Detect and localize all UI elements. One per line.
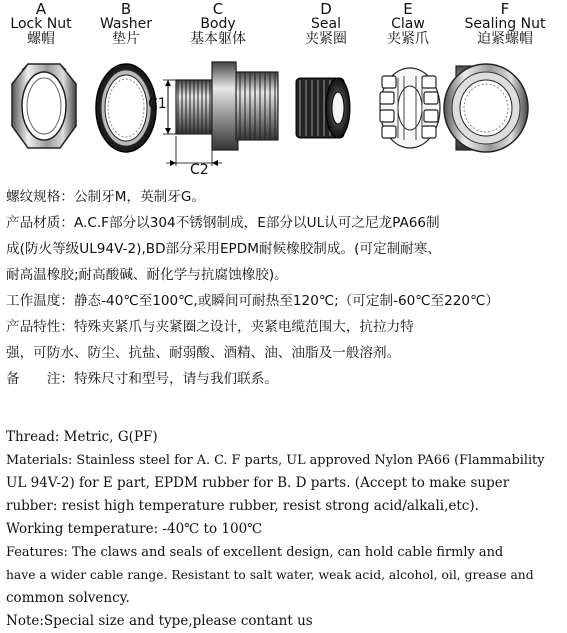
cn-feature-1: 产品特性：特殊夹紧爪与夹紧圈之设计，夹紧电缆范围大，抗拉力特 — [6, 319, 414, 335]
part-name-en: Lock Nut — [10, 16, 72, 32]
part-letter: E — [403, 0, 413, 18]
en-working-temperature: Working temperature: -40℃ to 100℃ — [6, 521, 263, 537]
part-name-en: Sealing Nut — [464, 16, 546, 32]
english-specs — [6, 426, 562, 633]
part-name-en: Body — [200, 16, 236, 32]
cn-thread: 螺纹规格：公制牙M，英制牙G。 — [6, 189, 205, 205]
cn-note: 备 注：特殊尺寸和型号，请与我们联系。 — [6, 371, 278, 387]
lock-nut-part — [12, 64, 76, 148]
part-name-en: Claw — [391, 16, 425, 32]
dimension-c1: C1 — [148, 96, 167, 112]
part-name-zh: 垫片 — [112, 31, 140, 47]
cn-material-1: 产品材质：A.C.F部分以304不锈钢制成，E部分以UL认可之尼龙PA66制 — [6, 215, 440, 231]
washer-part — [96, 64, 156, 152]
body-part — [163, 62, 278, 166]
label-lock-nut — [8, 2, 74, 47]
part-name-zh: 基本躯体 — [190, 31, 246, 47]
dimension-c2: C2 — [190, 162, 209, 178]
seal-part — [296, 78, 350, 138]
label-sealing-nut — [446, 2, 564, 47]
part-name-zh: 夹紧爪 — [387, 31, 429, 47]
cn-material-2: 成(防火等级UL94V-2),BD部分采用EPDM耐候橡胶制成。(可定制耐寒、 — [6, 241, 441, 257]
part-name-zh: 螺帽 — [27, 31, 55, 47]
sealing-nut-part — [444, 64, 528, 152]
label-washer — [93, 2, 159, 47]
cn-feature-2: 强，可防水、防尘、抗盐、耐弱酸、酒精、油、油脂及一般溶剂。 — [6, 345, 401, 361]
part-name-zh: 迫紧螺帽 — [477, 31, 533, 47]
en-materials-3: rubber: resist high temperature rubber, resist strong acid/alkali,etc). — [6, 498, 479, 514]
cn-temperature: 工作温度：静态-40℃至100℃,或瞬间可耐热至120℃;（可定制-60℃至220℃） — [6, 293, 499, 309]
en-materials-1: Materials: Stainless steel for A. C. F parts, UL approved Nylon PA66 (Flammability — [6, 453, 545, 468]
claw-part — [380, 68, 440, 148]
en-features-1: Features: The claws and seals of excellent design, can hold cable firmly and — [6, 545, 504, 560]
en-features-3: common solvency. — [6, 590, 130, 606]
cn-material-3: 耐高温橡胶;耐高酸碱、耐化学与抗腐蚀橡胶)。 — [6, 267, 288, 283]
en-thread: Thread: Metric, G(PF) — [6, 429, 158, 445]
part-name-en: Seal — [311, 16, 341, 32]
exploded-view-drawing — [0, 52, 567, 182]
part-letter: B — [120, 0, 132, 18]
part-letter: A — [35, 0, 47, 18]
part-name-zh: 夹紧圈 — [305, 31, 347, 47]
en-note: Note:Special size and type,please contant us — [6, 613, 313, 629]
en-features-2: have a wider cable range. Resistant to salt water, weak acid, alcohol, oil, grease and — [6, 568, 534, 582]
part-letter: C — [212, 0, 224, 18]
part-letter: D — [320, 0, 332, 18]
label-body — [182, 2, 254, 47]
label-seal — [296, 2, 356, 47]
en-materials-2: UL 94V-2) for E part, EPDM rubber for B. D parts. (Accept to make super — [6, 475, 510, 491]
part-name-en: Washer — [99, 16, 153, 32]
label-claw — [378, 2, 438, 47]
part-letter: F — [500, 0, 510, 18]
